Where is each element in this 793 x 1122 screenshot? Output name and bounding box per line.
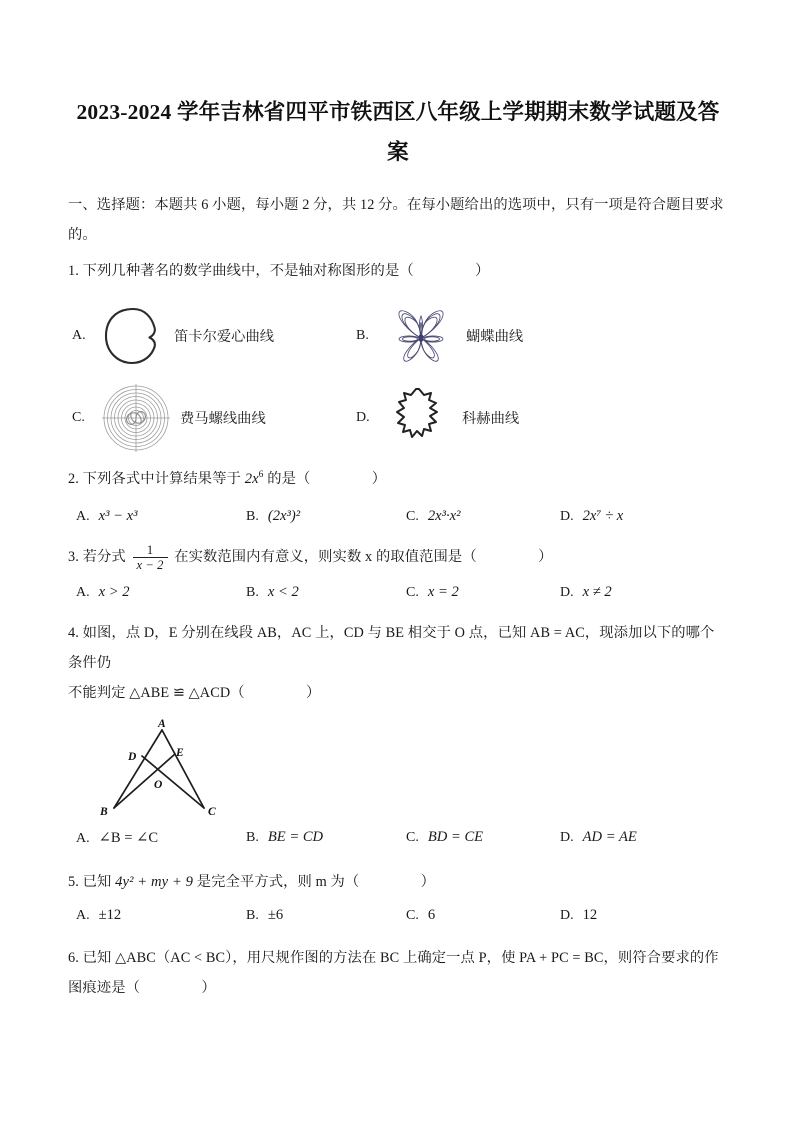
option-1-a-label: A. xyxy=(72,328,86,343)
option-2-c-expr: 2x³·x² xyxy=(427,507,461,524)
option-3-c[interactable] xyxy=(406,584,459,601)
option-4-c[interactable] xyxy=(406,829,483,846)
option-4-d[interactable] xyxy=(560,829,637,846)
question-6-stem-line-1 xyxy=(68,943,728,973)
option-3-b[interactable] xyxy=(246,584,299,601)
cardioid-curve-icon xyxy=(100,305,166,367)
question-4-stem-line-2 xyxy=(68,678,728,708)
question-6-stem-close: ） xyxy=(201,979,216,996)
question-1 xyxy=(68,256,728,456)
question-2-number: 2. xyxy=(68,470,79,487)
koch-snowflake-curve-icon xyxy=(384,384,454,452)
option-1-c[interactable] xyxy=(72,380,266,456)
option-2-a[interactable] xyxy=(76,508,137,525)
question-5-stem-math: 4y² + my + 9 xyxy=(115,873,194,890)
option-1-d-label: D. xyxy=(356,410,370,425)
option-5-a[interactable] xyxy=(76,907,121,924)
option-2-d-expr: 2x⁷ ÷ x xyxy=(582,507,624,524)
question-6-stem-text-2: 图痕迹是（ xyxy=(68,979,140,996)
question-5-stem-pre: 已知 xyxy=(82,873,112,890)
question-2-stem-close: ） xyxy=(371,470,387,487)
option-4-a-expr: ∠B = ∠C xyxy=(98,829,159,846)
option-5-c-expr: 6 xyxy=(427,906,436,923)
question-4-stem-line-1 xyxy=(68,618,728,678)
option-3-c-label: C. xyxy=(406,584,419,600)
option-2-b-label: B. xyxy=(246,508,259,524)
option-3-b-label: B. xyxy=(246,584,259,600)
question-3-stem xyxy=(68,542,728,572)
label-B: B xyxy=(100,805,108,818)
question-2-stem-math: 2x xyxy=(244,470,259,487)
triangle-abc-with-cevians-figure xyxy=(96,716,728,827)
option-5-d-label: D. xyxy=(560,907,574,923)
option-4-c-expr: BD = CE xyxy=(427,828,484,845)
option-3-d-expr: x ≠ 2 xyxy=(582,583,612,600)
question-5-stem xyxy=(68,867,728,897)
question-4-stem-text-1: 如图，点 D，E 分别在线段 AB，AC 上，CD 与 BE 相交于 O 点，已知 AB = AC，现添加以下的哪个条件仍 xyxy=(68,624,715,671)
question-4-stem-text-2: 不能判定 △ABE ≌ △ACD（ xyxy=(68,684,245,701)
question-2-stem-pre: 下列各式中计算结果等于 xyxy=(82,470,241,487)
question-3-stem-close: ） xyxy=(538,548,553,565)
question-5-options xyxy=(68,907,728,933)
option-3-d[interactable] xyxy=(560,584,612,601)
label-A: A xyxy=(158,717,166,730)
label-C: C xyxy=(208,805,216,818)
question-2-stem-exponent: 6 xyxy=(258,470,264,480)
fraction-one-over-x-minus-two xyxy=(133,544,168,572)
question-3-options xyxy=(68,584,728,610)
question-4 xyxy=(68,618,728,855)
option-1-b-label: B. xyxy=(356,328,369,343)
option-1-c-caption: 费马螺线曲线 xyxy=(180,411,266,427)
answer-blank xyxy=(417,263,471,279)
question-1-options-row-1 xyxy=(68,298,728,374)
answer-blank xyxy=(480,549,534,565)
option-3-d-label: D. xyxy=(560,584,574,600)
option-1-d[interactable] xyxy=(356,380,519,456)
option-4-a[interactable] xyxy=(76,829,158,847)
question-2 xyxy=(68,460,728,534)
option-3-a-expr: x > 2 xyxy=(98,583,130,600)
label-D: D xyxy=(128,750,137,763)
option-2-b-expr: (2x³)² xyxy=(267,507,301,524)
question-3-stem-post: 在实数范围内有意义，则实数 x 的取值范围是（ xyxy=(174,548,477,565)
question-2-options xyxy=(68,508,728,534)
option-4-b-label: B. xyxy=(246,829,259,845)
question-5-number: 5. xyxy=(68,873,79,890)
option-3-a-label: A. xyxy=(76,584,90,600)
option-1-d-caption: 科赫曲线 xyxy=(462,411,520,427)
question-2-stem-post: 的是（ xyxy=(267,470,311,487)
question-6-stem-line-2 xyxy=(68,973,728,1003)
option-5-b-label: B. xyxy=(246,907,259,923)
answer-blank xyxy=(248,685,302,701)
option-4-d-expr: AD = AE xyxy=(582,828,637,845)
option-2-b[interactable] xyxy=(246,508,300,525)
section-heading-multiple-choice: 一、选择题：本题共 6 小题，每小题 2 分，共 12 分。在每小题给出的选项中，只有一项是符合题目要求的。 xyxy=(68,197,724,243)
option-5-c[interactable] xyxy=(406,907,435,924)
option-2-a-label: A. xyxy=(76,508,90,524)
question-1-stem-text: 下列几种著名的数学曲线中，不是轴对称图形的是（ xyxy=(82,263,414,279)
option-1-c-label: C. xyxy=(72,410,85,425)
option-1-b[interactable] xyxy=(356,298,523,374)
answer-blank xyxy=(363,874,417,890)
option-3-c-expr: x = 2 xyxy=(427,583,459,600)
option-4-d-label: D. xyxy=(560,829,574,845)
page-content xyxy=(68,92,728,1003)
option-3-a[interactable] xyxy=(76,584,130,601)
fermat-spiral-curve-icon xyxy=(100,383,172,453)
question-1-number: 1. xyxy=(68,263,79,279)
question-3-stem-pre: 若分式 xyxy=(82,548,126,565)
butterfly-curve-icon xyxy=(384,305,458,367)
question-4-number: 4. xyxy=(68,624,79,641)
answer-blank xyxy=(144,980,198,996)
label-O: O xyxy=(154,778,163,791)
option-4-a-label: A. xyxy=(76,830,90,846)
fraction-numerator: 1 xyxy=(146,542,154,557)
question-2-stem xyxy=(68,460,728,494)
option-2-c[interactable] xyxy=(406,508,461,525)
page-title: 2023-2024 学年吉林省四平市铁西区八年级上学期期末数学试题及答案 xyxy=(76,100,720,164)
option-3-b-expr: x < 2 xyxy=(267,583,299,600)
question-3-number: 3. xyxy=(68,548,79,565)
question-4-options xyxy=(68,829,728,855)
question-6-stem-text-1: 已知 △ABC（AC < BC），用尺规作图的方法在 BC 上确定一点 P，使 PA + PC = BC，则符合要求的作 xyxy=(82,949,719,966)
answer-blank xyxy=(314,471,368,487)
option-5-d-expr: 12 xyxy=(582,906,598,923)
option-2-a-expr: x³ − x³ xyxy=(98,507,138,524)
option-5-b[interactable] xyxy=(246,907,283,924)
option-4-b[interactable] xyxy=(246,829,323,846)
question-1-options-row-2 xyxy=(68,380,728,456)
question-1-stem xyxy=(68,256,728,286)
label-E: E xyxy=(176,746,184,759)
option-1-b-caption: 蝴蝶曲线 xyxy=(466,329,524,345)
option-4-b-expr: BE = CD xyxy=(267,828,324,845)
question-3 xyxy=(68,542,728,610)
question-5-stem-post: 是完全平方式，则 m 为（ xyxy=(196,873,360,890)
option-2-d[interactable] xyxy=(560,508,623,525)
question-1-stem-close: ） xyxy=(475,263,490,279)
question-5 xyxy=(68,867,728,933)
option-1-a[interactable] xyxy=(72,298,274,374)
fraction-denominator: x − 2 xyxy=(133,557,168,572)
question-6 xyxy=(68,943,728,1003)
option-4-c-label: C. xyxy=(406,829,419,845)
option-2-d-label: D. xyxy=(560,508,574,524)
option-5-b-expr: ±6 xyxy=(267,906,284,923)
option-1-a-caption: 笛卡尔爱心曲线 xyxy=(174,329,275,345)
option-5-a-label: A. xyxy=(76,907,90,923)
option-5-d[interactable] xyxy=(560,907,597,924)
question-4-stem-close: ） xyxy=(306,684,321,701)
option-2-c-label: C. xyxy=(406,508,419,524)
question-5-stem-close: ） xyxy=(420,873,436,890)
question-6-number: 6. xyxy=(68,949,79,966)
option-5-a-expr: ±12 xyxy=(98,906,122,923)
option-5-c-label: C. xyxy=(406,907,419,923)
